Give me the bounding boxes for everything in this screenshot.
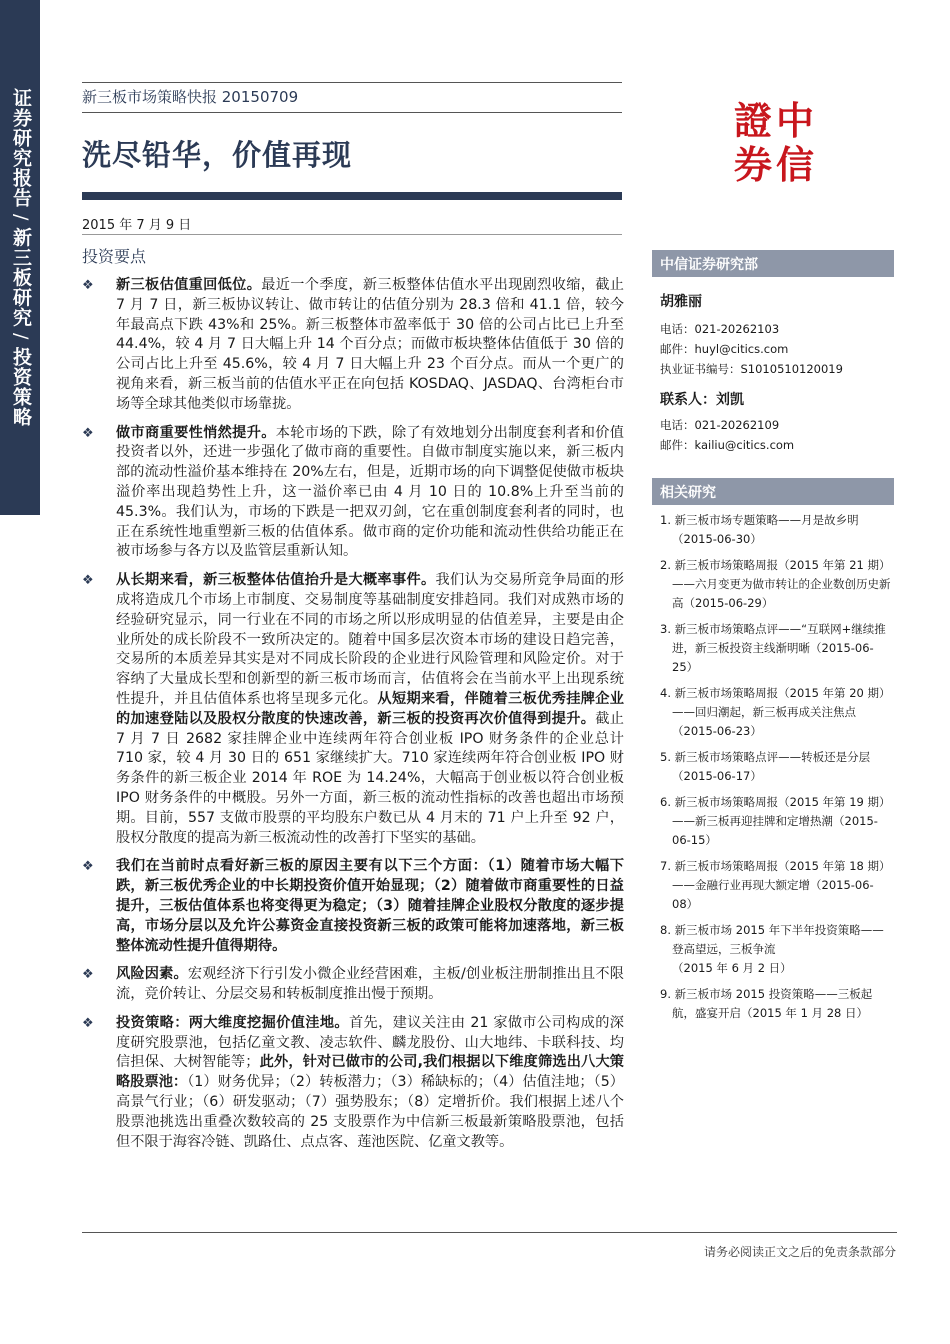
analyst-panel xyxy=(652,250,894,455)
related-item[interactable]: 8. 新三板市场 2015 年下半年投资策略——登高望远，三板争流（2015 年 6 月 2 日） xyxy=(660,923,884,975)
disclaimer-note: 请务必阅读正文之后的免责条款部分 xyxy=(703,1245,896,1259)
related-item[interactable]: 5. 新三板市场策略点评——转板还是分层（2015-06-17） xyxy=(660,750,871,783)
analyst-email[interactable]: 邮件：huyl@citics.com xyxy=(660,342,789,356)
bullet-heading-2: 此外，针对已做市的公司,我们根据以下维度筛选出八大策略股票池： xyxy=(116,1054,624,1091)
bullet-heading: 新三板估值重回低位。 xyxy=(116,277,262,293)
date-rule xyxy=(82,234,622,235)
diamond-bullet-icon: ❖ xyxy=(82,425,94,441)
contact-name: 联系人：刘凯 xyxy=(660,392,744,408)
dept-header: 中信证券研究部 xyxy=(652,250,894,277)
header-rule xyxy=(82,82,622,83)
svg-text:券: 券 xyxy=(734,143,773,182)
related-item[interactable]: 3. 新三板市场策略点评——“互联网+继续推进，新三板投资主线渐明晰（2015-06-25） xyxy=(660,622,886,674)
bullet-heading-2: 从短期来看，伴随着三板优秀挂牌企业的加速登陆以及股权分散度的快速改善，新三板的投资再次价值得到提升。 xyxy=(116,690,624,727)
header-rule xyxy=(82,112,622,113)
bullet-heading: 从长期来看，新三板整体估值抬升是大概率事件。 xyxy=(116,572,436,589)
bullet-text: 最近一个季度，新三板整体估值水平出现剧烈收缩，截止 7 月 7 日，新三板协议转让、做市转让的估值分别为 28.3 倍和 41.1 倍，较今年最高点下跌 43%和 25%。新三板整体市盈率低于 30 倍的公司占比已上升至 44.4%，较 4 月 7 日大幅上升 14 个百分点；而做市板块整体估值低于 30 倍的公司占比上升至 45.6%，较 4 月 7 日大幅上升 23 个百分点。而从一个更广的视角来看，新三板当前的估值水平正在向包括 KOSDAQ、JASDAQ、台湾柜台市场等全球其他类似市场靠拢。 xyxy=(116,277,624,412)
related-item[interactable]: 4. 新三板市场策略周报（2015 年第 20 期）——回归潮起，新三板再成关注焦点（2015-06-23） xyxy=(660,686,891,738)
svg-text:中: 中 xyxy=(776,99,815,143)
analyst-phone: 电话：021-20262103 xyxy=(660,322,780,336)
key-points xyxy=(82,276,624,1161)
page-title: 洗尽铅华，价值再现 xyxy=(82,138,353,172)
related-item[interactable]: 7. 新三板市场策略周报（2015 年第 18 期）——金融行业再现大额定增（2015-06-08） xyxy=(660,859,891,911)
related-item[interactable]: 1. 新三板市场专题策略——月是故乡明（2015-06-30） xyxy=(660,513,859,546)
bullet-heading: 风险因素。 xyxy=(116,966,188,983)
section-title: 投资要点 xyxy=(82,247,147,266)
sidebar-label-strategy: 投资策略 xyxy=(10,346,32,427)
bullet-heading: 做市商重要性悄然提升。 xyxy=(116,424,276,441)
svg-text:信: 信 xyxy=(776,143,815,182)
footer-rule xyxy=(82,1232,897,1233)
diamond-bullet-icon: ❖ xyxy=(82,1015,94,1031)
related-list xyxy=(652,511,894,1023)
contact-phone: 电话：021-20262109 xyxy=(660,418,780,432)
bullet-strategy xyxy=(82,1014,624,1153)
bullet-text-2: （1）财务优异；（2）转板潜力；（3）稀缺标的；（4）估值洼地；（5）高景气行业；（6）研发驱动；（7）强势股东；（8）定增折价。我们根据上述八个股票池挑选出重叠次数较高的 25 支股票作为中信新三板最新策略股票池，包括但不限于海容冷链、凯路仕、点点客、莲池医院、亿童文教等。 xyxy=(116,1074,624,1150)
bullet-heading: 投资策略：两大维度挖掘价值洼地。 xyxy=(116,1014,349,1031)
related-research-panel xyxy=(652,478,894,1030)
sidebar-band xyxy=(0,0,40,515)
bullet-text: 宏观经济下行引发小微企业经营困难，主板/创业板注册制推出且不限流，竞价转让、分层交易和转板制度推出慢于预期。 xyxy=(116,966,624,1003)
report-date: 2015 年 7 月 9 日 xyxy=(82,218,192,233)
svg-text:證: 證 xyxy=(734,99,773,143)
bullet-text: 首先，建议关注由 21 家做市公司构成的深度研究股票池，包括亿童文教、凌志软件、麟龙股份、山大地纬、卡联科技、均信担保、大树智能等； xyxy=(116,1014,624,1071)
analyst-cert: 执业证书编号：S1010510120019 xyxy=(660,362,843,376)
bullet-market-maker xyxy=(82,424,624,563)
citic-securities-logo xyxy=(732,96,818,182)
bullet-risk xyxy=(82,965,624,1005)
contact-email[interactable]: 邮件：kailiu@citics.com xyxy=(660,438,795,452)
sidebar-label-research: 新三板研究 xyxy=(10,227,32,328)
related-header: 相关研究 xyxy=(652,478,894,505)
bullet-valuation xyxy=(82,276,624,415)
related-item[interactable]: 6. 新三板市场策略周报（2015 年第 19 期）——新三板再迎挂牌和定增热潮（2015-06-15） xyxy=(660,795,891,847)
title-bar xyxy=(82,192,622,200)
bullet-reasons xyxy=(82,857,624,956)
report-series: 新三板市场策略快报 20150709 xyxy=(82,88,299,106)
sidebar-label-report: 证券研究报告 xyxy=(10,88,32,208)
bullet-text: 我们认为交易所竞争局面的形成将造成几个市场上市制度、交易制度等基础制度安排趋同。我们对成熟市场的经验研究显示，同一行业在不同的市场之所以形成明显的估值差异，主要是由企业所处的成长阶段不一致所决定的。随着中国多层次资本市场的建设日趋完善，交易所的本质差异其实是对不同成长阶段的企业进行风险管理和风险定价。对于容纳了大量成长型和创新型的新三板市场而言，估值将会在当前水平上出现系统性提升，并且估值体系也将呈现多元化。 xyxy=(116,572,624,707)
diamond-bullet-icon: ❖ xyxy=(82,859,94,875)
sidebar-category xyxy=(8,88,32,427)
diamond-bullet-icon: ❖ xyxy=(82,278,94,293)
diamond-bullet-icon: ❖ xyxy=(82,573,94,589)
related-item[interactable]: 9. 新三板市场 2015 投资策略——三板起航，盛宴开启（2015 年 1 月 28 日） xyxy=(660,987,873,1020)
diamond-bullet-icon: ❖ xyxy=(82,967,94,983)
sidebar-sep: / xyxy=(10,214,32,222)
bullet-text: 本轮市场的下跌，除了有效地划分出制度套利者和价值投资者以外，还进一步强化了做市商的重要性。自做市制度实施以来，新三板内部的流动性溢价基本维持在 20%左右，但是，近期市场的向下调整促使做市板块溢价率出现趋势性上升，这一溢价率已由 4 月 10 日的 10.8%上升至当前的 45.3%。我们认为，市场的下跌是一把双刃剑，它在重创制度套利者的同时，也正在系统性地重塑新三板的估值体系。做市商的定价功能和流动性供给功能正在被市场参与各方以及监管层重新认知。 xyxy=(116,424,624,560)
analyst-name: 胡雅丽 xyxy=(660,294,702,310)
bullet-text-2: 截止 7 月 7 日 2682 家挂牌企业中连续两年符合创业板 IPO 财务条件的企业总计 710 家，较 4 月 30 日的 651 家继续扩大。710 家连续两年符合创业板 IPO 财务条件的新三板企业 2014 年 ROE 为 14.24%，大幅高于创业板以符合创业板 IPO 财务条件的中概股。另外一方面，新三板的流动性指标的改善也超出市场预期。目前，557 支做市股票的平均股东户数已从 4 月末的 71 户上升至 92 户，股权分散度的提高为新三板流动性的改善打下坚实的基础。 xyxy=(116,710,624,846)
bullet-long-term xyxy=(82,571,624,848)
bullet-heading: 我们在当前时点看好新三板的原因主要有以下三个方面：（1）随着市场大幅下跌，新三板优秀企业的中长期投资价值开始显现；（2）随着做市商重要性的日益提升，三板估值体系也将变得更为稳定；（3）随着挂牌企业股权分散度的逐步提高，市场分层以及允许公募资金直接投资新三板的政策可能将加速落地，新三板整体流动性提升值得期待。 xyxy=(116,858,624,954)
sidebar-sep: / xyxy=(10,333,32,341)
related-item[interactable]: 2. 新三板市场策略周报（2015 年第 21 期）——六月变更为做市转让的企业数创历史新高（2015-06-29） xyxy=(660,558,891,610)
